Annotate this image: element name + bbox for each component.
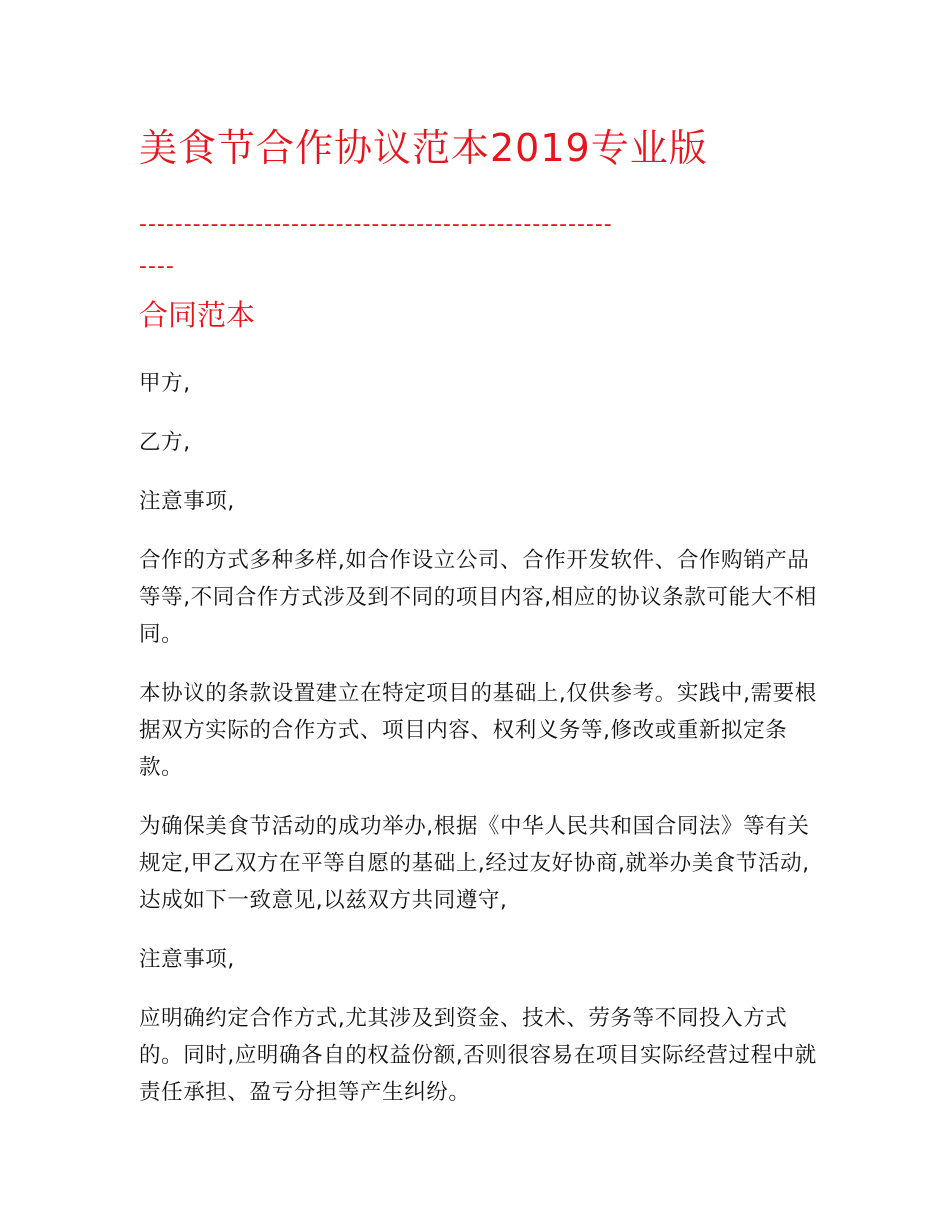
document-body — [139, 365, 829, 1133]
notice-heading: 注意事项, — [139, 489, 235, 514]
section-heading: 合同范本 — [139, 298, 256, 332]
paragraph-reference-only: 本协议的条款设置建立在特定项目的基础上,仅供参考。实践中,需要根据双方实际的合作方式、项目内容、权利义务等,修改或重新拟定条款。 — [139, 681, 817, 780]
document-title: 美食节合作协议范本2019专业版 — [139, 126, 708, 170]
notice-heading-2: 注意事项, — [139, 947, 235, 972]
paragraph-define-cooperation: 应明确约定合作方式,尤其涉及到资金、技术、劳务等不同投入方式的。同时,应明确各自的权益份额,否则很容易在项目实际经营过程中就责任承担、盈亏分担等产生纠纷。 — [139, 1006, 817, 1105]
title-rule-line: ----------------------------------------------------- — [139, 214, 613, 236]
title-rule-line-continued: ---- — [139, 256, 175, 278]
paragraph-agreement-purpose: 为确保美食节活动的成功举办,根据《中华人民共和国合同法》等有关规定,甲乙双方在平等自愿的基础上,经过友好协商,就举办美食节活动,达成如下一致意见,以兹双方共同遵守, — [139, 814, 810, 913]
party-a-line: 甲方, — [139, 371, 191, 396]
paragraph-cooperation-methods: 合作的方式多种多样,如合作设立公司、合作开发软件、合作购销产品等等,不同合作方式涉及到不同的项目内容,相应的协议条款可能大不相同。 — [139, 548, 817, 647]
party-b-line: 乙方, — [139, 430, 191, 455]
